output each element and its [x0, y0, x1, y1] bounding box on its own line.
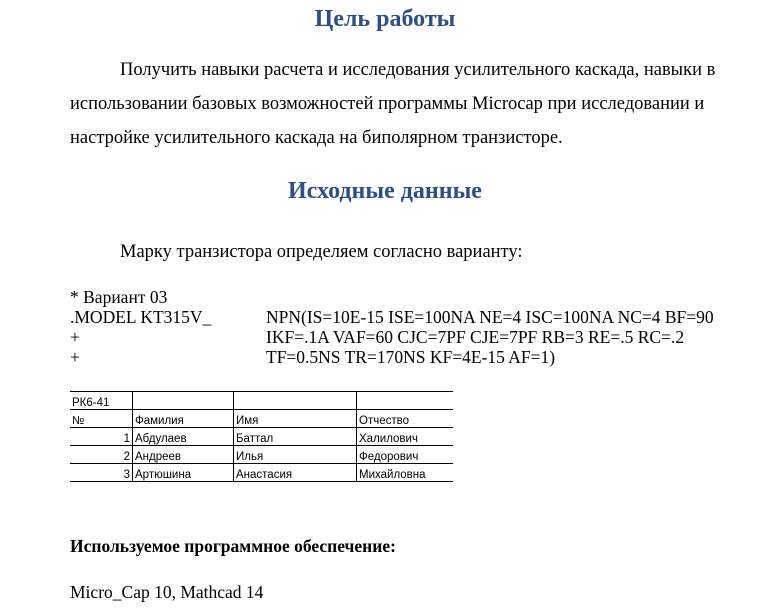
row-name: Анастасия	[234, 464, 357, 482]
goal-heading: Цель работы	[314, 6, 456, 32]
row-number: 2	[70, 446, 133, 464]
row-surname: Андреев	[133, 446, 234, 464]
table-group-row	[70, 392, 453, 410]
model-line-prefix: +	[70, 347, 80, 367]
input-data-heading: Исходные данные	[288, 178, 482, 204]
row-patronymic: Федорович	[357, 446, 454, 464]
row-name: Баттал	[234, 428, 357, 446]
software-heading: Используемое программное обеспечение:	[70, 536, 396, 556]
header-cell-surname: Фамилия	[133, 410, 234, 428]
input-data-paragraph: Марку транзистора определяем согласно варианту:	[120, 242, 523, 262]
model-line-params: NPN(IS=10E-15 ISE=100NA NE=4 ISC=100NA NC=4 BF=90	[266, 307, 714, 327]
row-patronymic: Михайловна	[357, 464, 454, 482]
table-cell	[133, 392, 234, 410]
header-cell-patronymic: Отчество	[357, 410, 454, 428]
table-header-row	[70, 410, 453, 428]
row-number: 3	[70, 464, 133, 482]
transistor-model-block	[70, 287, 760, 367]
students-table	[70, 391, 453, 482]
model-line-params: TF=0.5NS TR=170NS KF=4E-15 AF=1)	[266, 347, 556, 367]
table-cell	[357, 392, 454, 410]
model-line-prefix: .MODEL KT315V_	[70, 307, 212, 327]
table-row	[70, 428, 453, 446]
row-number: 1	[70, 428, 133, 446]
table-cell	[234, 392, 357, 410]
table-row	[70, 446, 453, 464]
model-line	[70, 347, 760, 367]
model-line	[70, 327, 760, 347]
variant-label: * Вариант 03	[70, 287, 168, 307]
header-cell-number: №	[70, 410, 133, 428]
variant-line	[70, 287, 760, 307]
goal-paragraph: Получить навыки расчета и исследования усилительного каскада, навыки в использовании базовых возможностей программы Microcap при исследовании и настройке усилительного каскада на биполярном транзисторе.	[70, 60, 716, 148]
table-row	[70, 464, 453, 482]
model-line-params: IKF=.1A VAF=60 CJC=7PF CJE=7PF RB=3 RE=.5 RC=.2	[266, 327, 685, 347]
model-line	[70, 307, 760, 327]
row-surname: Артюшина	[133, 464, 234, 482]
row-patronymic: Халилович	[357, 428, 454, 446]
group-cell: РК6-41	[70, 392, 133, 410]
row-name: Илья	[234, 446, 357, 464]
model-line-prefix: +	[70, 327, 80, 347]
header-cell-name: Имя	[234, 410, 357, 428]
row-surname: Абдулаев	[133, 428, 234, 446]
software-list: Micro_Cap 10, Mathcad 14	[70, 582, 264, 602]
